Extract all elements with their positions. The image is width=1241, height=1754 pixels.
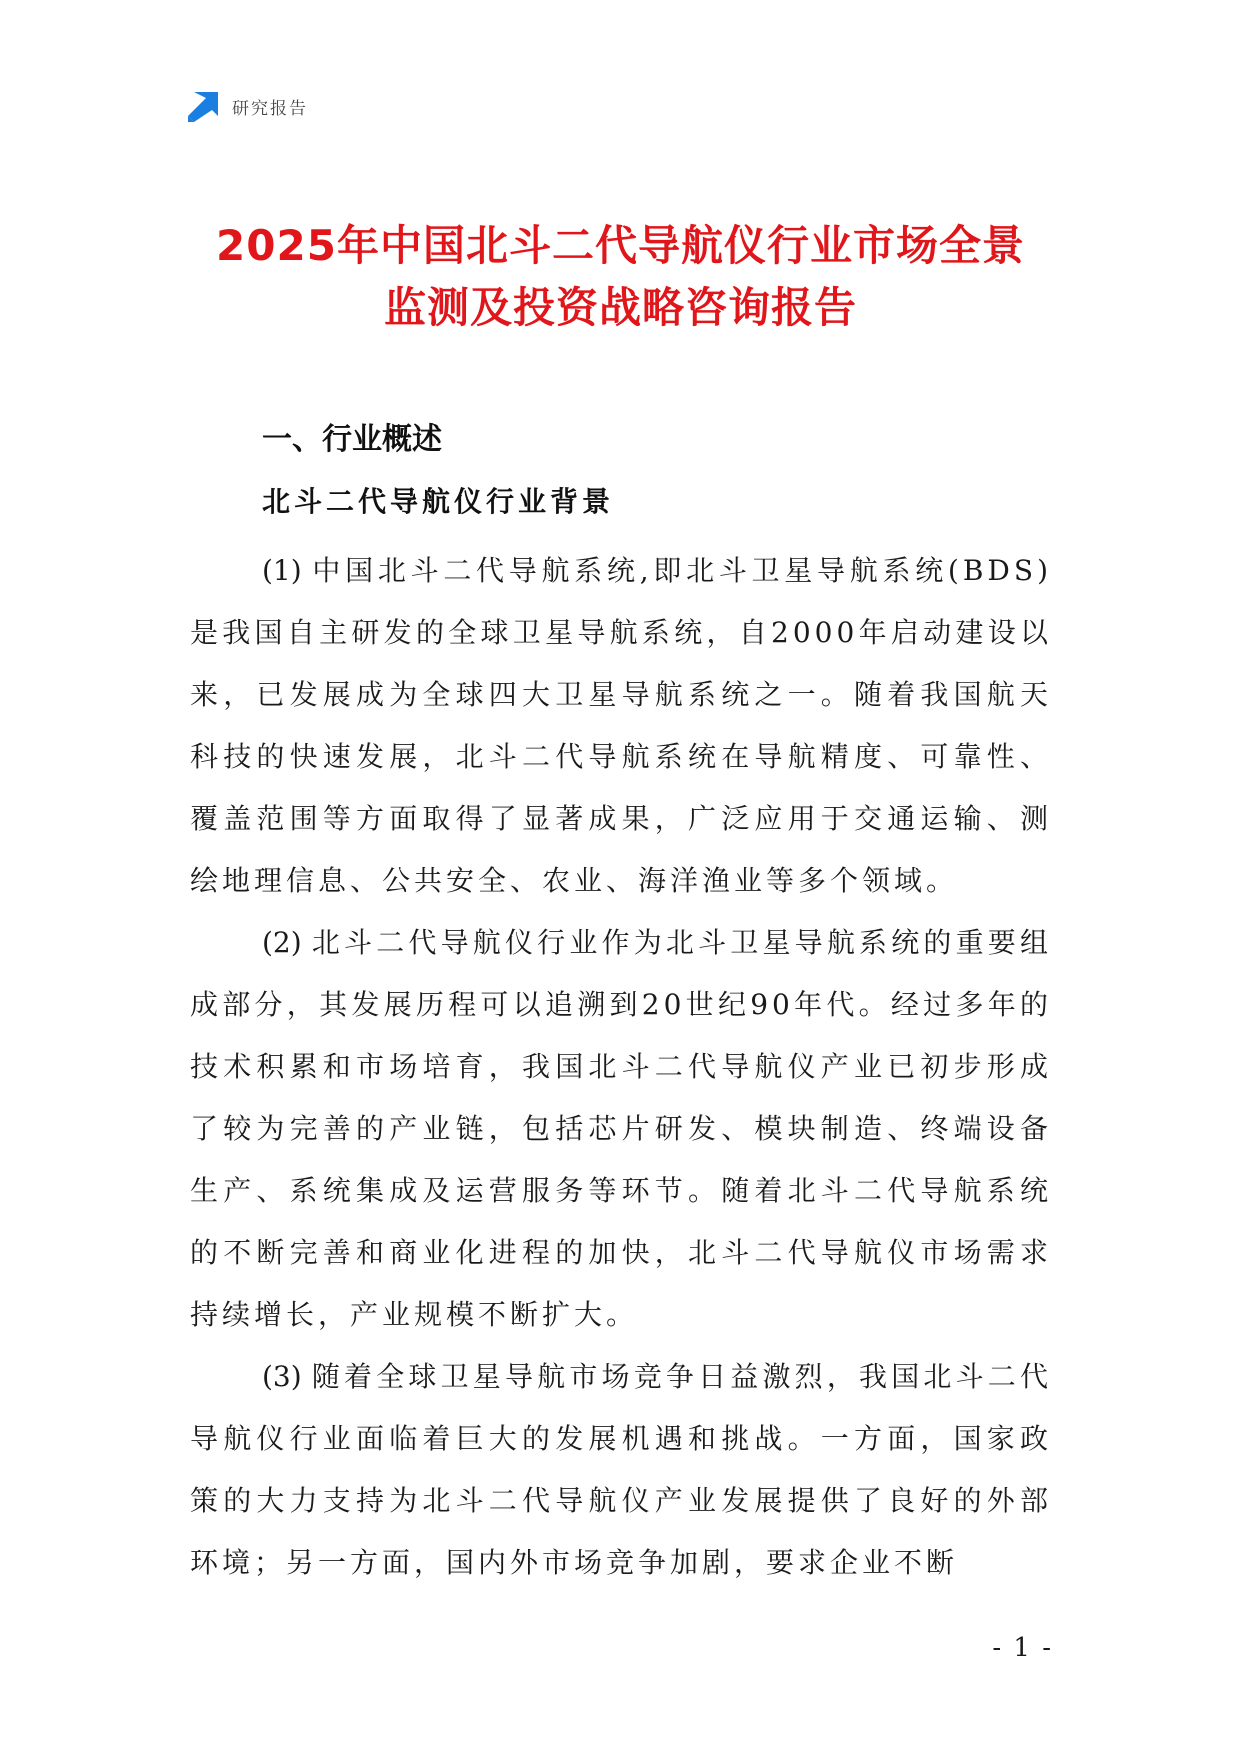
paragraph-text: 北斗二代导航仪行业作为北斗卫星导航系统的重要组成部分，其发展历程可以追溯到20世纪90年代。经过多年的技术积累和市场培育，我国北斗二代导航仪产业已初步形成了较为完善的产业链，包括芯片研发、模块制造、终端设备生产、系统集成及运营服务等环节。随着北斗二代导航系统的不断完善和商业化进程的加快，北斗二代导航仪市场需求持续增长，产业规模不断扩大。 [190, 926, 1052, 1331]
page-number: - 1 - [992, 1633, 1053, 1663]
report-header [188, 88, 308, 124]
report-type-label: 研究报告 [232, 98, 308, 119]
title-line-1: 2025年中国北斗二代导航仪行业市场全景 [216, 221, 1025, 270]
paragraph-index: (2) [262, 926, 302, 959]
document-body [190, 540, 1052, 1594]
section-heading: 一、行业概述 [262, 422, 442, 457]
document-title [120, 215, 1121, 339]
arrow-up-right-icon [188, 90, 220, 122]
paragraph-text: 随着全球卫星导航市场竞争日益激烈，我国北斗二代导航仪行业面临着巨大的发展机遇和挑战。一方面，国家政策的大力支持为北斗二代导航仪产业发展提供了良好的外部环境；另一方面，国内外市场竞争加剧，要求企业不断 [190, 1360, 1052, 1579]
paragraph-2 [190, 912, 1052, 1346]
paragraph-1 [190, 540, 1052, 912]
paragraph-text: 中国北斗二代导航系统,即北斗卫星导航系统(BDS)是我国自主研发的全球卫星导航系统，自2000年启动建设以来，已发展成为全球四大卫星导航系统之一。随着我国航天科技的快速发展，北斗二代导航系统在导航精度、可靠性、覆盖范围等方面取得了显著成果，广泛应用于交通运输、测绘地理信息、公共安全、农业、海洋渔业等多个领域。 [190, 554, 1052, 897]
paragraph-index: (3) [262, 1360, 302, 1393]
paragraph-3 [190, 1346, 1052, 1594]
paragraph-index: (1) [262, 554, 302, 587]
subheading: 北斗二代导航仪行业背景 [262, 485, 615, 518]
title-line-2: 监测及投资战略咨询报告 [383, 283, 857, 332]
